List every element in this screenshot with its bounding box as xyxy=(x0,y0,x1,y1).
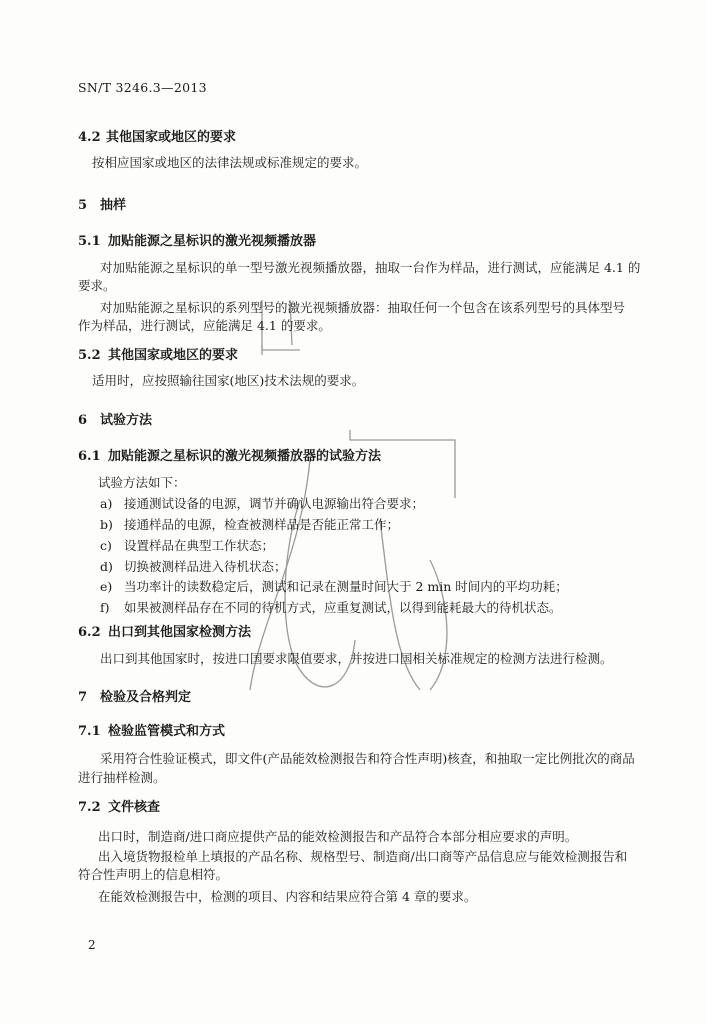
section-heading-5 xyxy=(78,194,126,213)
list-marker: c) xyxy=(100,538,112,553)
list-text: 接通测试设备的电源，调节并确认电源输出符合要求； xyxy=(124,496,425,511)
page-number: 2 xyxy=(88,938,96,952)
paragraph: 适用时，应按照输往国家(地区)技术法规的要求。 xyxy=(92,373,365,388)
section-heading-4-2 xyxy=(78,126,236,145)
list-item xyxy=(100,577,568,595)
paragraph: 出口时，制造商/进口商应提供产品的能效检测报告和产品符合本部分相应要求的声明。 xyxy=(98,829,578,844)
document-header: SN/T 3246.3—2013 xyxy=(78,80,207,95)
section-heading-5-1 xyxy=(78,230,316,249)
list-item xyxy=(100,557,287,575)
list-marker: b) xyxy=(100,517,113,532)
list-text: 接通样品的电源，检查被测样品是否能正常工作； xyxy=(124,517,400,532)
section-number: 7.2 xyxy=(78,800,101,815)
section-number: 5.2 xyxy=(78,348,101,363)
section-number: 6 xyxy=(78,413,88,428)
list-marker: f) xyxy=(100,600,110,615)
list-text: 设置样品在典型工作状态； xyxy=(124,538,275,553)
paragraph: 采用符合性验证模式，即文件(产品能效检测报告和符合性声明)核查，和抽取一定比例批次的商品 xyxy=(100,751,635,766)
list-marker: e) xyxy=(100,579,113,594)
section-title: 检验监管模式和方式 xyxy=(108,724,226,739)
section-title: 其他国家或地区的要求 xyxy=(106,130,237,145)
list-item xyxy=(100,494,424,512)
section-title: 试验方法 xyxy=(100,413,153,428)
section-title: 加贴能源之星标识的激光视频播放器 xyxy=(108,234,317,249)
list-text: 切换被测样品进入待机状态； xyxy=(124,559,287,574)
section-number: 5.1 xyxy=(78,234,101,249)
section-title: 加贴能源之星标识的激光视频播放器的试验方法 xyxy=(108,449,382,464)
section-number: 4.2 xyxy=(78,130,101,145)
section-title: 出口到其他国家检测方法 xyxy=(108,625,252,640)
section-title: 抽样 xyxy=(100,198,127,213)
section-title: 检验及合格判定 xyxy=(100,690,192,705)
paragraph: 符合性声明上的信息相符。 xyxy=(78,867,229,882)
section-heading-6-1 xyxy=(78,445,381,464)
list-text: 当功率计的读数稳定后，测试和记录在测量时间大于 2 min 时间内的平均功耗； xyxy=(124,579,568,594)
list-item xyxy=(100,536,274,554)
list-item xyxy=(100,515,399,533)
section-heading-7 xyxy=(78,686,191,705)
paragraph: 在能效检测报告中，检测的项目、内容和结果应符合第 4 章的要求。 xyxy=(98,889,477,904)
list-marker: a) xyxy=(100,496,113,511)
paragraph: 要求。 xyxy=(78,278,116,293)
paragraph: 出口到其他国家时，按进口国要求限值要求，并按进口国相关标准规定的检测方法进行检测。 xyxy=(100,651,613,666)
paragraph: 出入境货物报检单上填报的产品名称、规格型号、制造商/出口商等产品信息应与能效检测报告和 xyxy=(98,849,628,864)
paragraph: 进行抽样检测。 xyxy=(78,770,166,785)
section-number: 7 xyxy=(78,690,88,705)
section-number: 6.2 xyxy=(78,625,101,640)
paragraph: 对加贴能源之星标识的系列型号的激光视频播放器：抽取任何一个包含在该系列型号的具体型号 xyxy=(100,300,626,315)
section-heading-5-2 xyxy=(78,344,238,363)
paragraph: 对加贴能源之星标识的单一型号激光视频播放器，抽取一台作为样品，进行测试，应能满足 4.1 的 xyxy=(100,260,641,275)
paragraph: 试验方法如下： xyxy=(98,475,186,490)
paragraph: 作为样品，进行测试，应能满足 4.1 的要求。 xyxy=(78,318,331,333)
paragraph: 按相应国家或地区的法律法规或标准规定的要求。 xyxy=(92,155,368,170)
section-title: 其他国家或地区的要求 xyxy=(108,348,239,363)
list-item xyxy=(100,598,562,616)
list-marker: d) xyxy=(100,559,113,574)
list-text: 如果被测样品存在不同的待机方式，应重复测试，以得到能耗最大的待机状态。 xyxy=(124,600,562,615)
section-heading-7-2 xyxy=(78,796,160,815)
section-number: 6.1 xyxy=(78,449,101,464)
section-number: 5 xyxy=(78,198,88,213)
section-heading-6 xyxy=(78,409,152,428)
section-heading-6-2 xyxy=(78,621,251,640)
section-heading-7-1 xyxy=(78,720,225,739)
section-number: 7.1 xyxy=(78,724,101,739)
section-title: 文件核查 xyxy=(108,800,161,815)
